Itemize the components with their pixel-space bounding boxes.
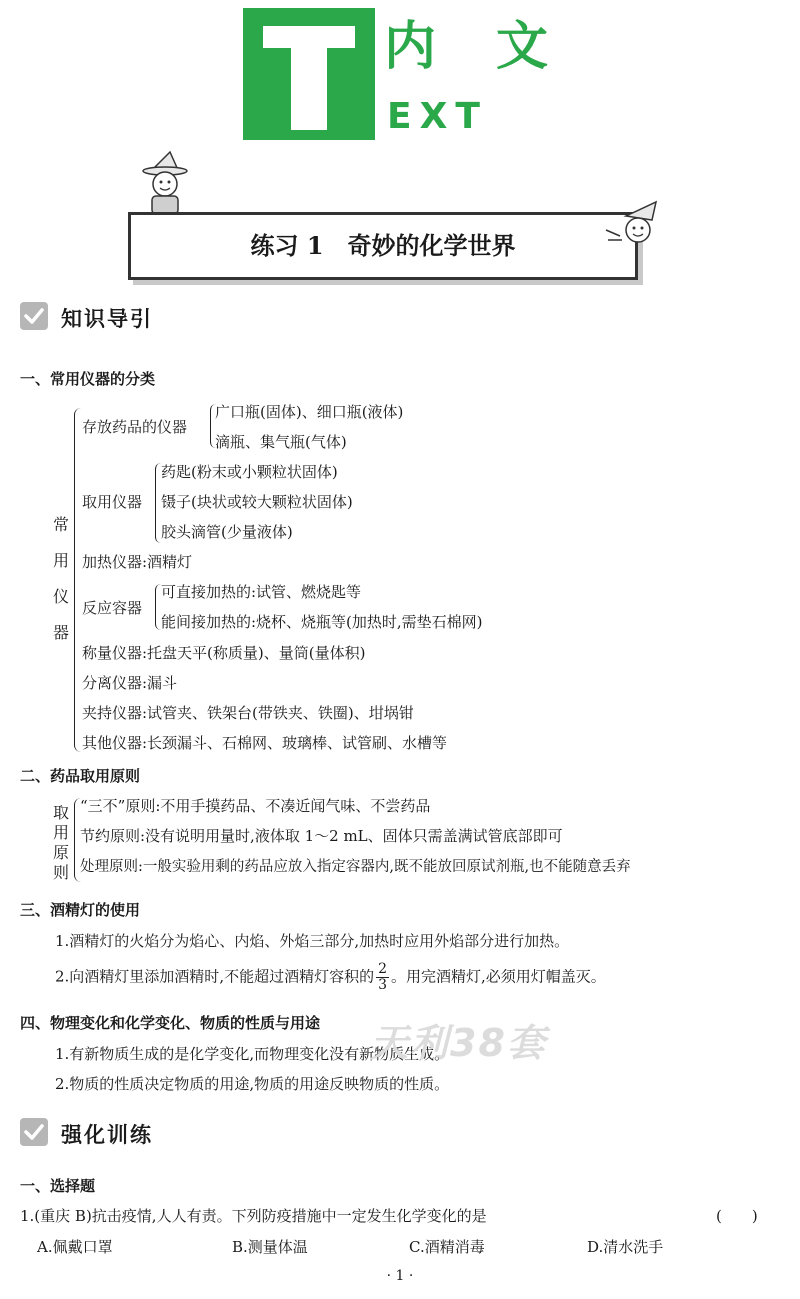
header-title-en: EXT: [387, 96, 488, 137]
alcohol-lamp-item-2: [55, 962, 606, 993]
heading-principles: 二、药品取用原则: [20, 767, 141, 785]
category-heating: 加热仪器:酒精灯: [82, 553, 193, 571]
logo-letter-t-stem: [291, 26, 327, 130]
category-others: 其他仪器:长颈漏斗、石棉网、玻璃棒、试管刷、水槽等: [82, 734, 448, 752]
category-separating: 分离仪器:漏斗: [82, 674, 178, 692]
watermark-logo: 天利38套: [370, 1021, 547, 1065]
wizard-cartoon-right-icon: [600, 200, 666, 260]
option-d: D.清水洗手: [587, 1238, 664, 1256]
heading-multiple-choice: 一、选择题: [20, 1177, 96, 1195]
category-reaction: 反应容器: [82, 599, 143, 617]
storage-item: 广口瓶(固体)、细口瓶(液体): [215, 403, 404, 421]
taking-item: 镊子(块状或较大颗粒状固体): [161, 493, 353, 511]
alcohol-lamp-item-2-before: 2.向酒精灯里添加酒精时,不能超过酒精灯容积的: [55, 967, 375, 986]
answer-parentheses: ( ): [716, 1207, 758, 1225]
storage-item: 滴瓶、集气瓶(气体): [215, 433, 347, 451]
heading-alcohol-lamp: 三、酒精灯的使用: [20, 901, 141, 919]
category-weighing: 称量仪器:托盘天平(称质量)、量筒(量体积): [82, 644, 366, 662]
category-storage: 存放药品的仪器: [82, 418, 188, 436]
alcohol-lamp-item-1: 1.酒精灯的火焰分为焰心、内焰、外焰三部分,加热时应用外焰部分进行加热。: [55, 932, 570, 950]
header-title-cn: 内文: [384, 17, 609, 77]
vertical-label-char: 常: [52, 515, 69, 534]
alcohol-lamp-item-2-after: 。用完酒精灯,必须用灯帽盖灭。: [391, 967, 606, 986]
vertical-label-char: 用: [52, 551, 69, 570]
vertical-label-char: 原: [52, 843, 69, 862]
heading-instruments: 一、常用仪器的分类: [20, 370, 156, 388]
principle-item: “三不”原则:不用手摸药品、不凑近闻气味、不尝药品: [80, 797, 431, 815]
vertical-label-char: 取: [52, 803, 69, 822]
vertical-label-char: 用: [52, 823, 69, 842]
fraction-two-thirds: $\frac{2}{3}$: [378, 961, 388, 993]
reaction-item: 可直接加热的:试管、燃烧匙等: [161, 583, 362, 601]
brace-main: [74, 408, 81, 752]
page-number: · 1 ·: [386, 1268, 414, 1284]
option-c: C.酒精消毒: [409, 1238, 485, 1256]
option-a: A.佩戴口罩: [37, 1238, 113, 1256]
principle-item: 节约原则:没有说明用量时,液体取 1～2 mL、固体只需盖满试管底部即可: [80, 827, 563, 845]
heading-changes-properties: 四、物理变化和化学变化、物质的性质与用途: [20, 1014, 321, 1032]
taking-item: 药匙(粉末或小颗粒状固体): [161, 463, 338, 481]
changes-item-1: 1.有新物质生成的是化学变化,而物理变化没有新物质生成。: [55, 1045, 450, 1063]
section-title-knowledge: 知识导引: [61, 307, 153, 331]
question-1-text: 1.(重庆 B)抗击疫情,人人有责。下列防疫措施中一定发生化学变化的是: [20, 1207, 487, 1225]
vertical-label-char: 器: [52, 623, 69, 642]
exercise-title: 练习 1 奇妙的化学世界: [250, 231, 516, 260]
principle-item: 处理原则:一般实验用剩的药品应放入指定容器内,既不能放回原试剂瓶,也不能随意丢弃: [80, 859, 631, 875]
changes-item-2: 2.物质的性质决定物质的用途,物质的用途反映物质的性质。: [55, 1075, 450, 1093]
checkmark-icon: [20, 1118, 48, 1146]
vertical-label-char: 则: [52, 863, 69, 882]
vertical-label-char: 仪: [52, 587, 69, 606]
option-b: B.测量体温: [232, 1238, 308, 1256]
section-title-training: 强化训练: [61, 1123, 153, 1147]
checkmark-icon: [20, 302, 48, 330]
reaction-item: 能间接加热的:烧杯、烧瓶等(加热时,需垫石棉网): [161, 613, 483, 631]
taking-item: 胶头滴管(少量液体): [161, 523, 293, 541]
category-holding: 夹持仪器:试管夹、铁架台(带铁夹、铁圈)、坩埚钳: [82, 704, 414, 722]
category-taking: 取用仪器: [82, 493, 143, 511]
